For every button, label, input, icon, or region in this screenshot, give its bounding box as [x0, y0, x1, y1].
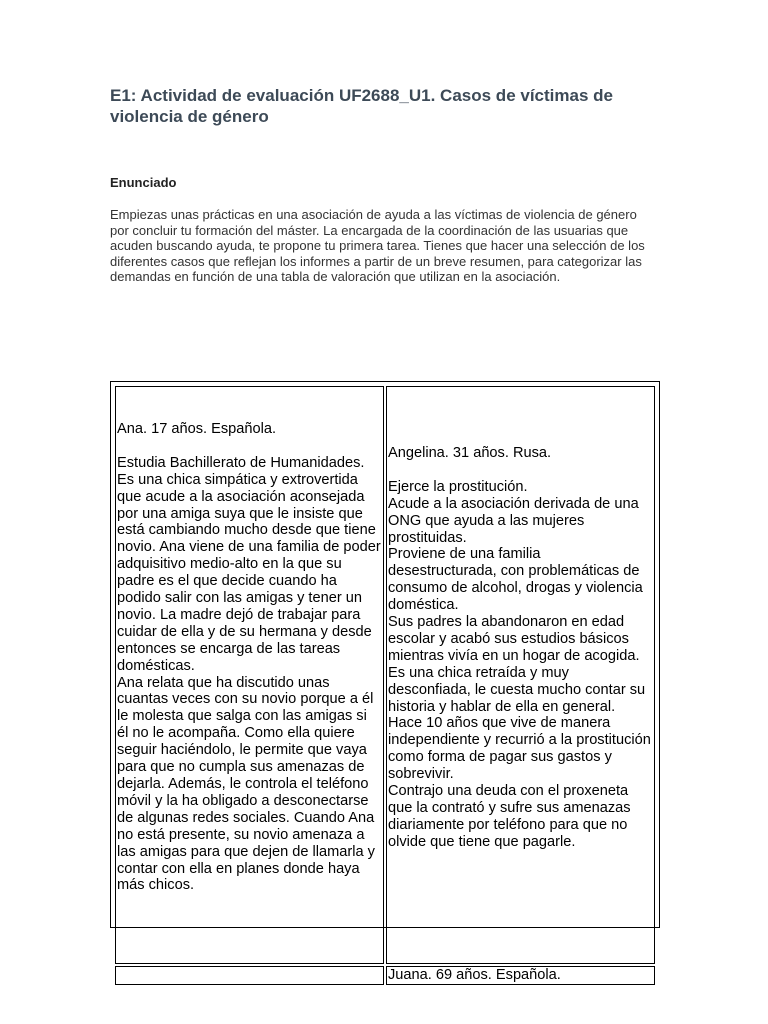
section-heading-enunciado: Enunciado — [110, 175, 177, 190]
cases-row-second — [115, 966, 655, 985]
case-cell-ana — [115, 386, 384, 964]
case-juana-heading: Juana. 69 años. Española. — [388, 967, 561, 983]
case-angelina-paragraph-2: Acude a la asociación derivada de una ONG que ayuda a las mujeres prostituidas. — [388, 495, 639, 546]
cases-table — [110, 381, 660, 983]
cases-row-main — [115, 386, 655, 964]
case-angelina-paragraph-1: Ejerce la prostitución. — [388, 478, 528, 495]
case-angelina-paragraph-4: Sus padres la abandonaron en edad escolar y acabó sus estudios básicos mientras vivía en un hogar de acogida. — [388, 614, 640, 664]
case-ana-paragraph-2: Ana relata que ha discutido unas cuantas veces con su novio porque a él le molesta que salga con las amigas si él no le acompaña. Como ella quiere seguir haciéndolo, le permite que vaya para que no cumpla sus amenazas de dejarla. Además, le controla el teléfono móvil y la ha obligado a desconectarse de algunas redes sociales. Cuando Ana no está presente, su novio amenaza a las amigas para que dejen de llamarla y contar con ella en planes donde haya más chicos. — [117, 674, 375, 894]
case-angelina-paragraph-5: Es una chica retraída y muy desconfiada, le cuesta mucho contar su historia y hablar de ella en general. — [388, 664, 646, 715]
case-angelina-heading: Angelina. 31 años. Rusa. — [388, 445, 552, 461]
case-angelina-paragraph-3: Proviene de una familia desestructurada, con problemáticas de consumo de alcohol, drogas y violencia doméstica. — [388, 546, 643, 614]
case-angelina-paragraph-7: Contrajo una deuda con el proxeneta que la contrató y sufre sus amenazas diariamente por teléfono para que no olvide que tiene que pagarle. — [388, 783, 631, 850]
cases-grid — [113, 384, 657, 987]
case-cell-empty — [115, 966, 384, 985]
case-cell-angelina — [386, 386, 655, 964]
case-ana-paragraph-1: Estudia Bachillerato de Humanidades. Es una chica simpática y extrovertida que acude a la asociación aconsejada por una amiga suya que le insiste que está cambiando mucho desde que tiene novio. Ana viene de una familia de poder adquisitivo medio-alto en la que su padre es el que decide cuando ha podido salir con las amigas y tener un novio. La madre dejó de trabajar para cuidar de ella y de su hermana y desde entonces se encarga de las tareas domésticas. — [117, 454, 381, 674]
case-ana-heading: Ana. 17 años. Española. — [117, 421, 277, 437]
page-title: E1: Actividad de evaluación UF2688_U1. Casos de víctimas de violencia de género — [110, 86, 613, 126]
case-angelina-paragraph-6: Hace 10 años que vive de manera independiente y recurrió a la prostitución como forma de pagar sus gastos y sobrevivir. — [388, 715, 651, 783]
case-cell-juana — [386, 966, 655, 985]
intro-paragraph: Empiezas unas prácticas en una asociación de ayuda a las víctimas de violencia de género por concluir tu formación del máster. La encargada de la coordinación de las usuarias que acuden buscando ayuda, te propone tu primera tarea. Tienes que hacer una selección de los diferentes casos que reflejan los informes a partir de un breve resumen, para categorizar las demandas en función de una tabla de valoración que utilizan en la asociación. — [110, 207, 645, 285]
